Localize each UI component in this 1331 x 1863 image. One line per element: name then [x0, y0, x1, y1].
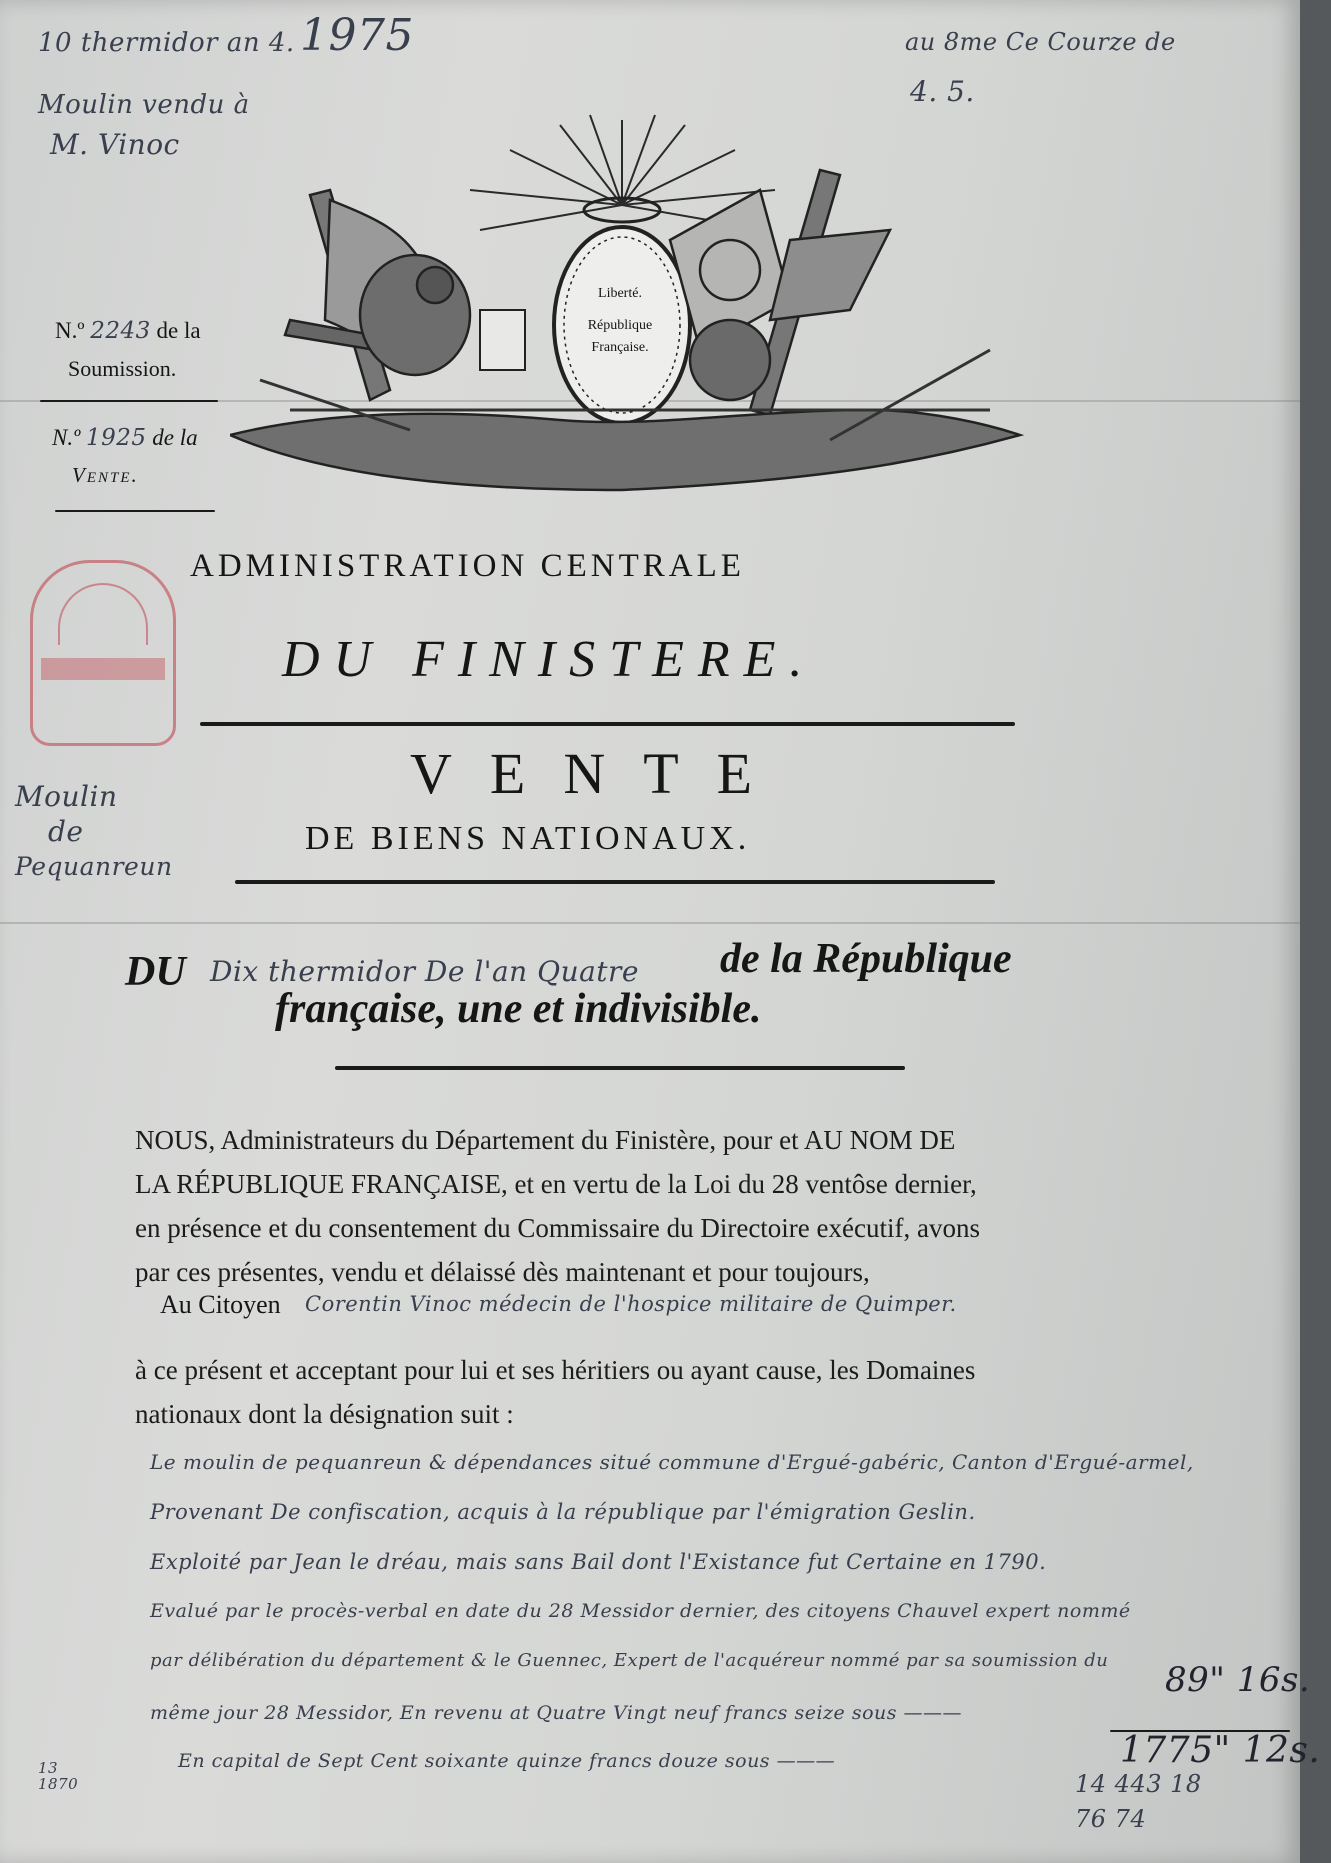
top-right-note-2: 4. 5.: [910, 75, 975, 108]
vente-word: Vente.: [72, 463, 139, 487]
body-line: à ce présent et acceptant pour lui et ses héritiers ou ayant cause, les Domaines: [135, 1355, 976, 1385]
tablet-icon: [480, 310, 525, 370]
divider: [55, 510, 215, 512]
emblem-francaise: Française.: [591, 340, 649, 355]
left-note-1: Moulin: [15, 780, 118, 813]
designation-line: En capital de Sept Cent soixante quinze francs douze sous ———: [178, 1750, 836, 1772]
citoyen-label: Au Citoyen: [160, 1290, 281, 1319]
stamp-band: [41, 658, 165, 680]
body-paragraph: [135, 1118, 1125, 1294]
left-note-2: de: [48, 815, 84, 848]
vente-suffix: de la: [152, 425, 198, 450]
heading-biens-nationaux: DE BIENS NATIONAUX.: [305, 820, 751, 857]
trophy-base: [230, 410, 1020, 490]
flags-left-icon: [285, 190, 470, 400]
designation-line: Evalué par le procès-verbal en date du 28 Messidor dernier, des citoyens Chauvel expert nommé: [150, 1600, 1131, 1622]
citoyen-name: Corentin Vinoc médecin de l'hospice militaire de Quimper.: [305, 1292, 957, 1316]
vente-number: [52, 425, 198, 451]
capital-amount: 1775" 12s.: [1120, 1730, 1321, 1771]
tally-line-2: 76 74: [1075, 1805, 1147, 1833]
fold-crease: [0, 922, 1300, 924]
heading-rule: [200, 722, 1015, 726]
designation-line: Provenant De confiscation, acquis à la république par l'émigration Geslin.: [150, 1500, 976, 1524]
flags-right-icon: [670, 170, 890, 415]
soumission-number: [55, 318, 201, 344]
tally-line-1: 14 443 18: [1075, 1770, 1202, 1798]
top-right-note: au 8me Ce Courze de: [905, 28, 1176, 56]
vente-num: 1925: [85, 425, 147, 451]
body-line: en présence et du consentement du Commissaire du Directoire exécutif, avons: [135, 1213, 980, 1243]
heading-administration: ADMINISTRATION CENTRALE: [190, 548, 745, 584]
margin-date-note: 10 thermidor an 4.: [38, 28, 295, 58]
divider: [40, 400, 218, 402]
date-du: DU: [125, 949, 186, 995]
body-paragraph-2: [135, 1348, 1125, 1436]
designation-line: Le moulin de pequanreun & dépendances situé commune d'Ergué-gabéric, Canton d'Ergué-armel,: [150, 1450, 1194, 1474]
republic-emblem: [230, 110, 1030, 510]
top-number: 1975: [300, 10, 414, 61]
designation-line: Exploité par Jean le dréau, mais sans Bail dont l'Existance fut Certaine en 1790.: [150, 1550, 1047, 1574]
designation-line: même jour 28 Messidor, En revenu at Quatre Vingt neuf francs seize sous ———: [150, 1702, 963, 1724]
bottom-left-note: 13 1870: [38, 1759, 79, 1793]
stamp-arc: [58, 583, 148, 645]
body-line: nationaux dont la désignation suit :: [135, 1399, 514, 1429]
date-republique: de la République: [720, 936, 1012, 982]
designation-line: par délibération du département & le Guennec, Expert de l'acquéreur nommé par sa soumission du: [150, 1650, 1109, 1671]
heading-vente: VENTE: [410, 741, 791, 806]
left-note-3: Pequanreun: [15, 852, 173, 881]
handwritten-date: Dix thermidor De l'an Quatre: [210, 955, 639, 988]
heading-finistere: DU FINISTERE.: [282, 631, 817, 688]
date-indivisible: française, une et indivisible.: [275, 986, 762, 1032]
heading-rule-2: [235, 880, 995, 884]
vente-prefix: N.º: [52, 425, 81, 450]
body-line: par ces présentes, vendu et délaissé dès maintenant et pour toujours,: [135, 1257, 870, 1287]
emblem-liberte: Liberté.: [598, 286, 642, 301]
emblem-republique: République: [587, 318, 653, 333]
body-line: LA RÉPUBLIQUE FRANÇAISE, et en vertu de la Loi du 28 ventôse dernier,: [135, 1169, 977, 1199]
red-stamp-icon: [30, 560, 176, 746]
soumission-word: Soumission.: [68, 356, 177, 381]
soumission-prefix: N.º: [55, 318, 85, 343]
soumission-num: 2243: [90, 318, 151, 344]
revenue-amount: 89" 16s.: [1165, 1660, 1311, 1700]
soumission-suffix: de la: [156, 318, 201, 343]
sold-note-line1: Moulin vendu à: [38, 90, 250, 120]
date-rule: [335, 1066, 905, 1070]
body-line: NOUS, Administrateurs du Département du Finistère, pour et AU NOM DE: [135, 1125, 956, 1155]
sold-note-line2: M. Vinoc: [50, 128, 180, 161]
